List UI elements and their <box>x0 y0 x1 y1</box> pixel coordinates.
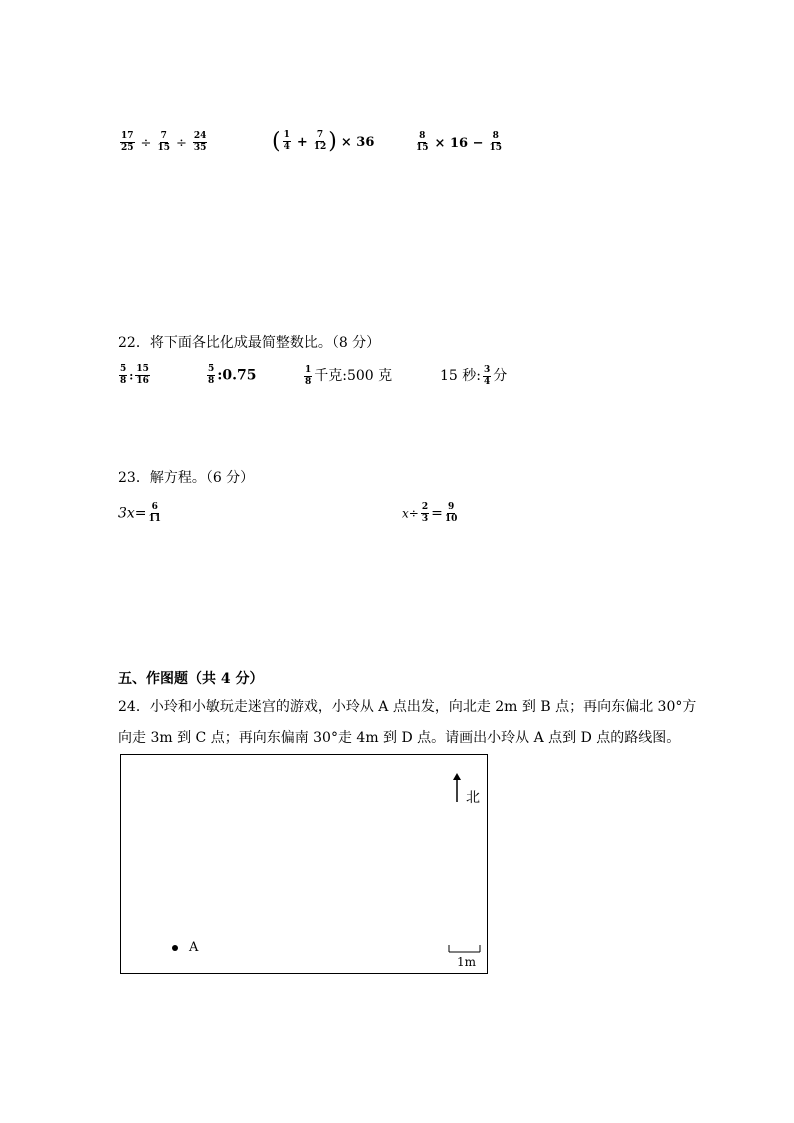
q23-equation-1: 3x= $\frac{6}{11}$ <box>118 502 162 524</box>
fraction: $\frac{24}{35}$ <box>193 131 207 153</box>
drawing-area[interactable] <box>120 754 488 974</box>
north-label: 北 <box>466 790 480 806</box>
north-arrow-icon <box>452 773 462 803</box>
q21-expression-2: ( $\frac{1}{4}$ + $\frac{7}{12}$ ) × 36 <box>272 129 375 154</box>
fraction: $\frac{1}{8}$ <box>305 364 312 387</box>
fraction: $\frac{3}{4}$ <box>483 364 491 387</box>
fraction: $\frac{1}{4}$ <box>283 130 290 152</box>
fraction: $\frac{5}{8}$ <box>208 364 215 386</box>
q21-expression-3: $\frac{8}{15}$ × 16 − $\frac{8}{15}$ <box>416 131 502 153</box>
scale-label: 1m <box>457 955 477 969</box>
fraction: $\frac{9}{10}$ <box>444 502 458 524</box>
fraction: $\frac{17}{25}$ <box>121 131 134 153</box>
fraction: $\frac{7}{15}$ <box>157 131 170 153</box>
point-a-dot-icon <box>171 944 179 952</box>
fraction: $\frac{15}{16}$ <box>136 364 149 386</box>
fraction: $\frac{6}{11}$ <box>148 502 162 524</box>
section-title: 五、作图题（共 4 分） <box>118 671 264 687</box>
fraction: $\frac{7}{12}$ <box>313 130 327 152</box>
q22-ratio-3: $\frac{1}{8}$ 千克:500 克 <box>305 364 393 387</box>
q22-ratio-1: $\frac{5}{8}$ : $\frac{15}{16}$ <box>120 364 149 386</box>
fraction: $\frac{8}{15}$ <box>489 131 502 153</box>
q23-heading: 23．解方程。（6 分） <box>118 470 255 486</box>
q21-expression-1: $\frac{17}{25}$ ÷ $\frac{7}{15}$ ÷ $\frac{24}{35}$ <box>121 131 207 153</box>
scale-bar-icon <box>448 944 482 954</box>
q23-equation-2: x÷ $\frac{2}{3}$ = $\frac{9}{10}$ <box>402 502 458 524</box>
q22-heading: 22．将下面各比化成最简整数比。（8 分） <box>118 335 381 351</box>
q24-text-line-1: 24．小玲和小敏玩走迷宫的游戏，小玲从 A 点出发，向北走 2m 到 B 点；再向东偏北 30°方 <box>118 699 697 715</box>
fraction: $\frac{2}{3}$ <box>421 502 429 524</box>
point-a-label: A <box>189 940 199 955</box>
q22-ratio-2: $\frac{5}{8}$ :0.75 <box>208 364 257 386</box>
fraction: $\frac{5}{8}$ <box>120 364 127 386</box>
q22-ratio-4: 15 秒: $\frac{3}{4}$ 分 <box>440 364 508 387</box>
q24-text-line-2: 向走 3m 到 C 点；再向东偏南 30°走 4m 到 D 点。请画出小玲从 A 点到 D 点的路线图。 <box>118 730 681 746</box>
fraction: $\frac{8}{15}$ <box>416 131 429 153</box>
